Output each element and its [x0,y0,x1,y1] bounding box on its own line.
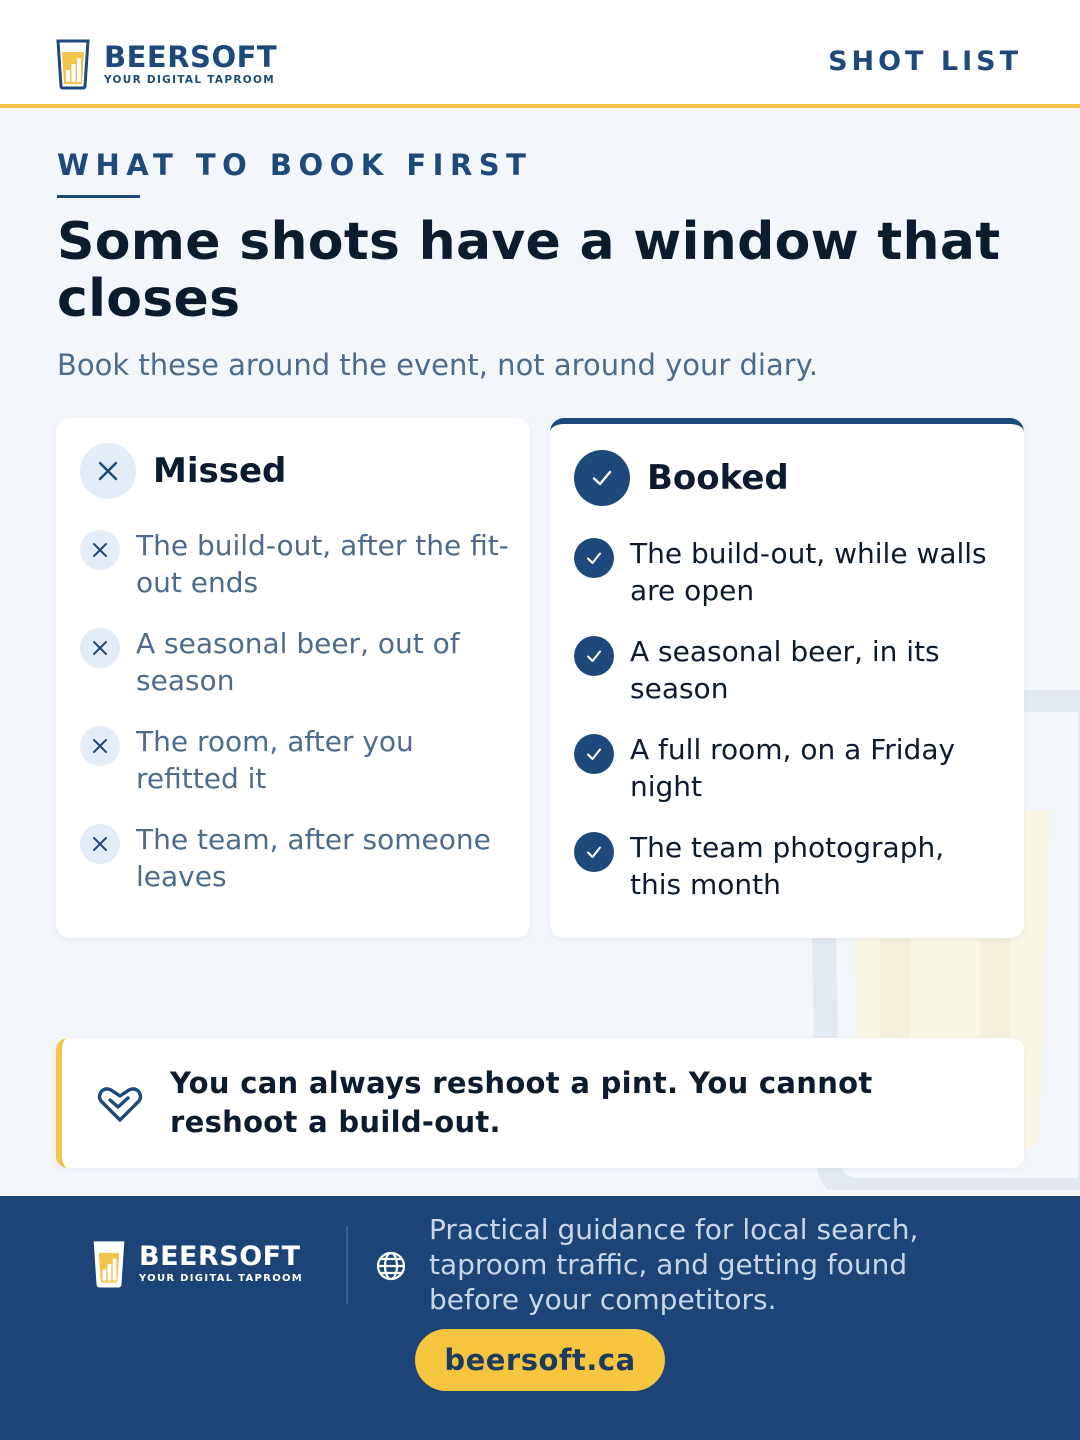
close-icon [80,726,120,766]
close-icon [80,824,120,864]
list-item [80,628,510,726]
footer-brand-name: BEERSOFT [139,1241,301,1272]
list-item [80,824,510,922]
eyebrow-label: WHAT TO BOOK FIRST [57,148,533,182]
eyebrow-underline [57,195,140,198]
callout-box [56,1038,1024,1168]
close-icon [80,443,136,499]
brand-logo[interactable] [56,38,277,90]
check-icon [574,450,630,506]
close-icon [80,628,120,668]
footer-brand-logo[interactable] [93,1240,303,1288]
missed-title: Missed [153,451,287,491]
booked-item-text: The team photograph, this month [630,831,945,901]
page-subtitle: Book these around the event, not around your diary. [57,348,818,382]
check-icon [574,636,614,676]
site-header [0,0,1080,108]
check-icon [574,538,614,578]
missed-item-text: The room, after you refitted it [136,725,414,795]
site-footer [0,1196,1080,1440]
booked-item-text: A seasonal beer, in its season [630,635,940,705]
booked-item-text: The build-out, while walls are open [630,537,987,607]
booked-list [574,538,1004,930]
list-item [574,734,1004,832]
page-title: Some shots have a window that closes [57,212,1001,329]
list-item [574,832,1004,930]
heart-handshake-icon [96,1082,144,1124]
brand-tagline: YOUR DIGITAL TAPROOM [104,74,275,86]
missed-list [80,530,510,922]
footer-divider [346,1226,348,1304]
globe-icon [375,1250,407,1282]
website-link-button[interactable]: beersoft.ca [415,1329,665,1391]
list-item [574,636,1004,734]
missed-item-text: A seasonal beer, out of season [136,627,460,697]
booked-title: Booked [647,458,789,498]
check-icon [574,832,614,872]
list-item [80,530,510,628]
beer-glass-logo-icon [56,38,90,90]
booked-card [550,418,1024,938]
callout-text: You can always reshoot a pint. You cannot reshoot a build-out. [170,1066,873,1139]
booked-item-text: A full room, on a Friday night [630,733,956,803]
close-icon [80,530,120,570]
section-label: SHOT LIST [828,46,1022,77]
brand-name: BEERSOFT [104,40,278,74]
beer-glass-logo-icon [93,1240,125,1288]
missed-card [56,418,530,938]
missed-item-text: The team, after someone leaves [136,823,491,893]
list-item [574,538,1004,636]
footer-description: Practical guidance for local search, taproom traffic, and getting found before your competitors. [429,1213,919,1316]
footer-brand-tagline: YOUR DIGITAL TAPROOM [139,1273,304,1284]
missed-item-text: The build-out, after the fit-out ends [136,529,509,599]
list-item [80,726,510,824]
check-icon [574,734,614,774]
